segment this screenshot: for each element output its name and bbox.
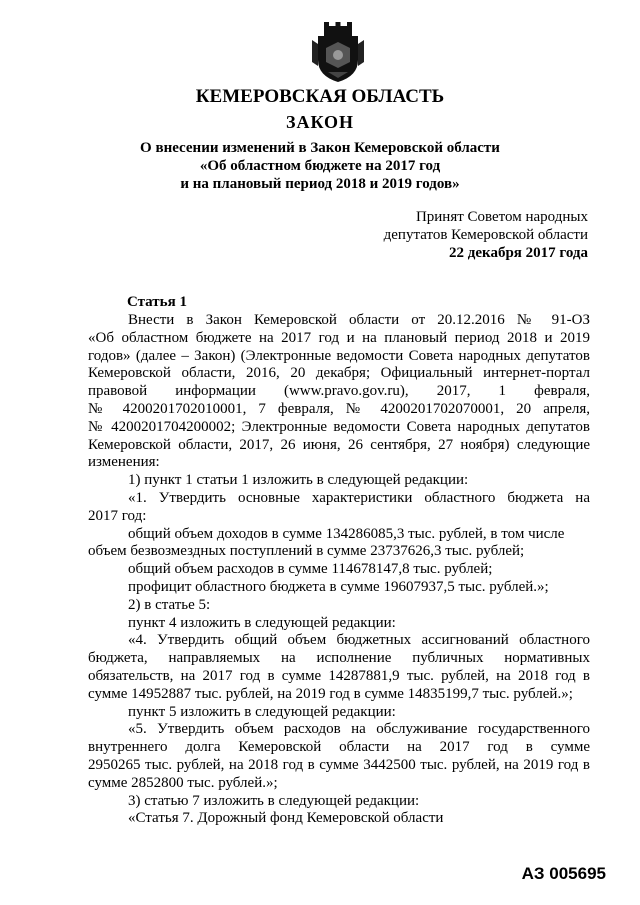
adoption-date: 22 декабря 2017 года <box>449 245 588 261</box>
body-line: общий объем расходов в сумме 114678147,8 тыс. рублей; <box>128 561 493 578</box>
body-line: профицит областного бюджета в сумме 19607937,5 тыс. рублей.»; <box>128 578 549 595</box>
body-line: 1) пункт 1 статьи 1 изложить в следующей редакции: <box>128 472 469 489</box>
body-line: Кемеровской области, 2017, 26 июня, 26 сентября, 27 ноября) следующие <box>88 436 590 453</box>
body-line: 2) в статье 5: <box>128 596 211 613</box>
body-line: 3) статью 7 изложить в следующей редакции: <box>128 792 420 809</box>
body-line: бюджета, направляемых на исполнение публичных нормативных <box>88 650 590 667</box>
body-line: сумме 14952887 тыс. рублей, на 2019 год в сумме 14835199,7 тыс. рублей.»; <box>88 685 573 702</box>
region-name: КЕМЕРОВСКАЯ ОБЛАСТЬ <box>195 86 445 107</box>
body-line: объем безвозмездных поступлений в сумме 23737626,3 тыс. рублей; <box>88 543 525 560</box>
body-line: «5. Утвердить объем расходов на обслуживание государственного <box>128 721 590 738</box>
body-line: 2017 год: <box>88 507 147 524</box>
article-heading: Статья 1 <box>127 294 187 310</box>
document-type: ЗАКОН <box>285 112 355 132</box>
body-line: правовой информации (www.pravo.gov.ru), 2017, 1 февраля, <box>88 383 590 400</box>
body-line: годов» (далее – Закон) (Электронные ведомости Совета народных депутатов <box>88 347 590 364</box>
body-line: «4. Утвердить общий объем бюджетных ассигнований областного <box>128 632 590 649</box>
document-title-line: и на плановый период 2018 и 2019 годов» <box>180 176 460 192</box>
document-title-line: «Об областном бюджете на 2017 год <box>199 158 441 174</box>
body-line: «Статья 7. Дорожный фонд Кемеровской области <box>128 810 444 827</box>
body-line: обязательств, на 2017 год в сумме 14287881,9 тыс. рублей, на 2018 год в <box>88 667 590 684</box>
document-title-line: О внесении изменений в Закон Кемеровской области <box>140 140 500 156</box>
body-line: сумме 2852800 тыс. рублей.»; <box>88 774 278 791</box>
body-line: пункт 4 изложить в следующей редакции: <box>128 614 396 631</box>
form-serial-number: АЗ 005695 <box>521 864 606 883</box>
body-line: Кемеровской области, 2016, 20 декабря; Официальный интернет-портал <box>88 365 590 382</box>
body-line: Внести в Закон Кемеровской области от 20.12.2016 № 91-ОЗ <box>128 312 590 328</box>
adoption-line: депутатов Кемеровской области <box>383 227 588 243</box>
article-body <box>88 312 590 828</box>
body-line: общий объем доходов в сумме 134286085,3 тыс. рублей, в том числе <box>128 525 565 542</box>
coat-of-arms-icon <box>310 22 366 84</box>
body-line: изменения: <box>88 454 160 471</box>
adoption-line: Принят Советом народных <box>415 209 588 225</box>
body-line: внутреннего долга Кемеровской области на 2017 год в сумме <box>88 739 590 756</box>
body-line: пункт 5 изложить в следующей редакции: <box>128 703 396 720</box>
body-line: № 4200201704200002; Электронные ведомости Совета народных депутатов <box>88 418 590 435</box>
adoption-block <box>384 208 588 262</box>
body-line: 2950265 тыс. рублей, на 2018 год в сумме 3442500 тыс. рублей, на 2019 год в <box>88 756 590 773</box>
body-line: № 4200201702010001, 7 февраля, № 4200201702070001, 20 апреля, <box>88 400 590 417</box>
body-line: «Об областном бюджете на 2017 год и на плановый период 2018 и 2019 <box>88 329 590 346</box>
body-line: «1. Утвердить основные характеристики областного бюджета на <box>128 489 590 506</box>
